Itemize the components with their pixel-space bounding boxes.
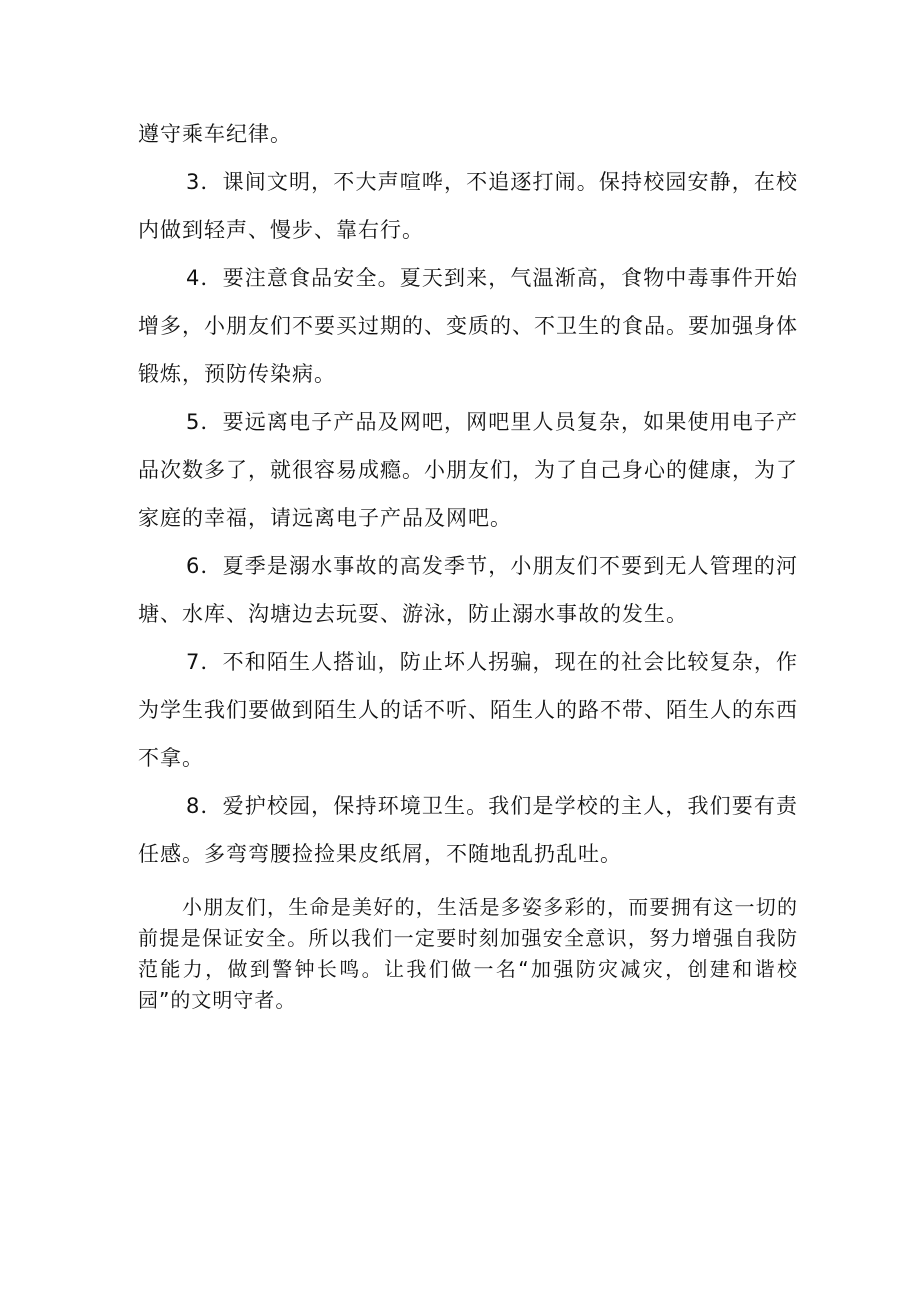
rule-item-7: 7．不和陌生人搭讪，防止坏人拐骗，现在的社会比较复杂，作为学生我们要做到陌生人的话不听、陌生人的路不带、陌生人的东西不拿。 [138, 650, 798, 770]
rule-item-5: 5．要远离电子产品及网吧，网吧里人员复杂，如果使用电子产品次数多了，就很容易成瘾。小朋友们，为了自己身心的健康，为了家庭的幸福，请远离电子产品及网吧。 [138, 410, 798, 530]
continuation-paragraph: 遵守乘车纪律。 [138, 122, 292, 146]
closing-paragraph: 小朋友们，生命是美好的，生活是多姿多彩的，而要拥有这一切的前提是保证安全。所以我们一定要时刻加强安全意识，努力增强自我防范能力，做到警钟长鸣。让我们做一名“加强防灾减灾，创建和谐校园”的文明守者。 [138, 895, 798, 1012]
rule-item-6: 6．夏季是溺水事故的高发季节，小朋友们不要到无人管理的河塘、水库、沟塘边去玩耍、游泳，防止溺水事故的发生。 [138, 554, 798, 626]
rule-item-8: 8．爱护校园，保持环境卫生。我们是学校的主人，我们要有责任感。多弯弯腰捡捡果皮纸屑，不随地乱扔乱吐。 [138, 794, 798, 866]
rule-item-3: 3．课间文明，不大声喧哗，不追逐打闹。保持校园安静，在校内做到轻声、慢步、靠右行。 [138, 170, 798, 242]
document-body [138, 110, 798, 1016]
rule-item-4: 4．要注意食品安全。夏天到来，气温渐高，食物中毒事件开始增多，小朋友们不要买过期的、变质的、不卫生的食品。要加强身体锻炼，预防传染病。 [138, 266, 798, 386]
